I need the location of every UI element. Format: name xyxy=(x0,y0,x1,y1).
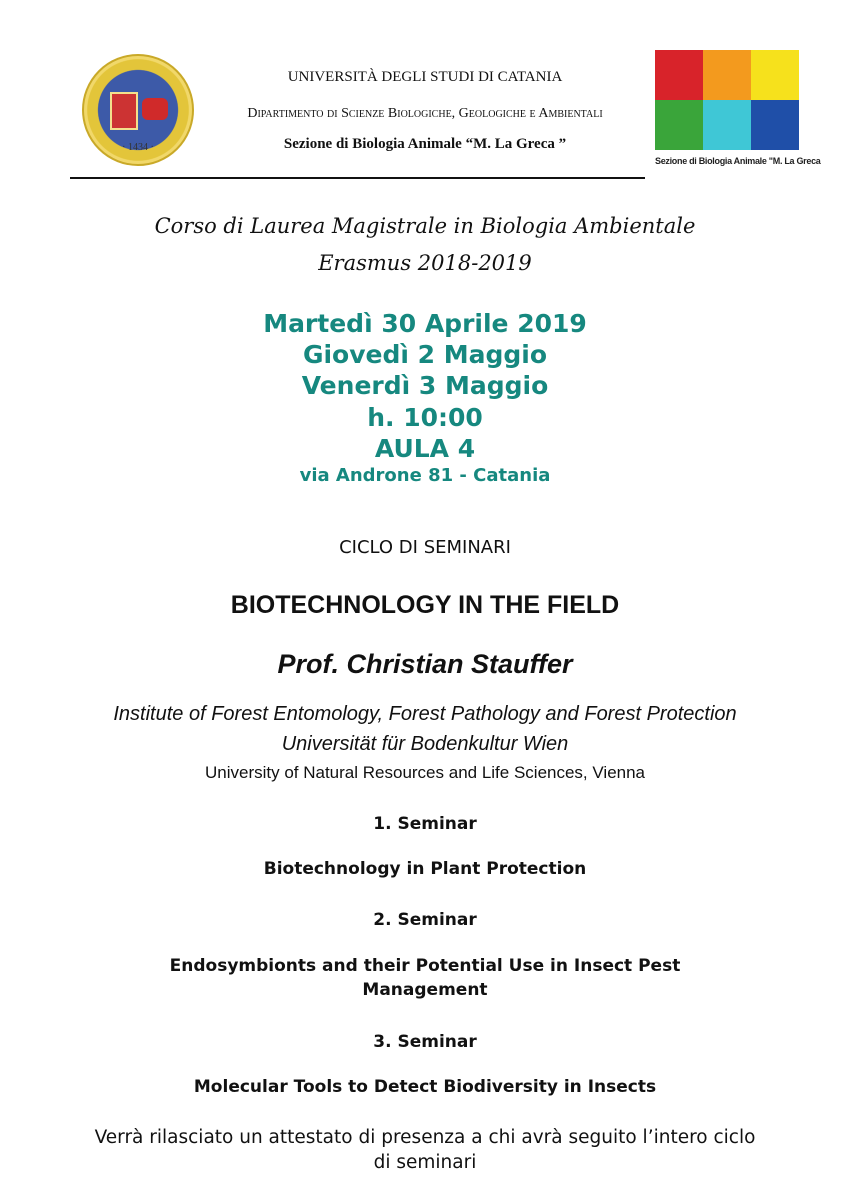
room: AULA 4 xyxy=(374,434,476,463)
event-title: BIOTECHNOLOGY IN THE FIELD xyxy=(230,591,620,619)
footer-note-line1: Verrà rilasciato un attestato di presenza a chi avrà seguito l’intero ciclo xyxy=(94,1127,756,1148)
date-3: Venerdì 3 Maggio xyxy=(301,371,549,400)
course-year: Erasmus 2018-2019 xyxy=(318,251,532,275)
seminar-2-label: 2. Seminar xyxy=(373,910,477,930)
section-logo-caption: Sezione di Biologia Animale "M. La Greca xyxy=(655,156,821,166)
logo-tile-1 xyxy=(655,50,703,100)
footer-note-line2: di seminari xyxy=(373,1152,477,1173)
header-divider xyxy=(70,177,645,179)
speaker-institute: Institute of Forest Entomology, Forest Pathology and Forest Protection xyxy=(113,703,737,725)
series-label: CICLO DI SEMINARI xyxy=(339,537,511,558)
date-1: Martedì 30 Aprile 2019 xyxy=(263,309,587,338)
date-2: Giovedì 2 Maggio xyxy=(302,340,548,369)
speaker-university-en: University of Natural Resources and Life Sciences, Vienna xyxy=(204,763,646,782)
logo-tile-6 xyxy=(751,100,799,150)
department-name: Dipartimento di Scienze Biologiche, Geologiche e Ambientali xyxy=(247,106,603,121)
logo-tile-5 xyxy=(703,100,751,150)
time: h. 10:00 xyxy=(367,403,483,432)
university-name: UNIVERSITÀ DEGLI STUDI DI CATANIA xyxy=(287,69,563,85)
logo-tile-3 xyxy=(751,50,799,100)
seminar-1-title: Biotechnology in Plant Protection xyxy=(263,859,587,879)
logo-tile-2 xyxy=(703,50,751,100)
section-logo xyxy=(655,50,821,178)
speaker-name: Prof. Christian Stauffer xyxy=(277,649,573,679)
section-name: Sezione di Biologia Animale “M. La Greca ” xyxy=(283,136,567,152)
speaker-university-de: Universität für Bodenkultur Wien xyxy=(281,733,569,755)
seminar-2-title-line2: Management xyxy=(362,980,488,1000)
seminar-2-title-line1: Endosymbionts and their Potential Use in Insect Pest xyxy=(169,956,681,976)
seminar-3-title: Molecular Tools to Detect Biodiversity in Insects xyxy=(193,1077,657,1097)
seminar-1-label: 1. Seminar xyxy=(373,814,477,834)
course-name: Corso di Laurea Magistrale in Biologia Ambientale xyxy=(154,214,696,238)
seminar-3-label: 3. Seminar xyxy=(373,1032,477,1052)
address: via Androne 81 - Catania xyxy=(299,465,551,486)
seal-year: · 1434 · xyxy=(122,142,154,153)
logo-tile-4 xyxy=(655,100,703,150)
